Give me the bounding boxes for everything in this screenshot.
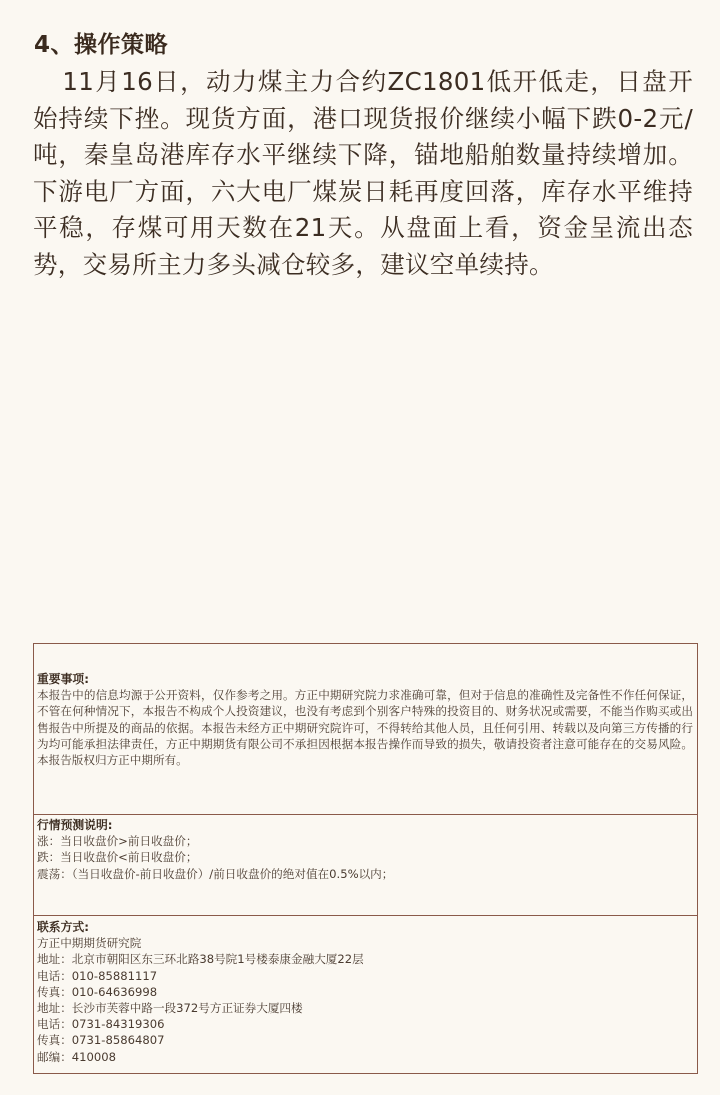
important-notice-text: 本报告中的信息均源于公开资料，仅作参考之用。方正中期研究院力求准确可靠，但对于信息的准确性及完备性不作任何保证，不管在何种情况下，本报告不构成个人投资建议，也没有考虑到个别客户特殊的投资目的、财务状况或需要，不能当作购买或出售报告中所提及的商品的依据。本报告未经方正中期研究院许可，不得转给其他人员，且任何引用、转载以及向第三方传播的行为均可能承担法律责任，方正中期期货有限公司不承担因根据本报告操作而导致的损失，敬请投资者注意可能存在的交易风险。本报告版权归方正中期所有。 (37, 688, 693, 768)
forecast-heading: 行情预测说明: (37, 818, 113, 832)
contact-panel (34, 915, 697, 1065)
important-notice-panel (34, 671, 697, 768)
contact-beijing-phone: 电话：010-85881117 (37, 968, 158, 983)
contact-changsha-fax: 传真：0731-85864807 (37, 1033, 165, 1048)
important-notice-heading: 重要事项: (37, 672, 89, 686)
contact-heading: 联系方式: (37, 920, 89, 934)
contact-org-name: 方正中期期货研究院 (37, 936, 142, 951)
section-title: 4、操作策略 (34, 32, 169, 58)
disclaimer-box (33, 643, 698, 1074)
contact-beijing-fax: 传真：010-64636998 (37, 984, 158, 999)
forecast-range-line: 震荡：（当日收盘价-前日收盘价）/前日收盘价的绝对值在0.5%以内； (37, 866, 394, 881)
contact-changsha-phone: 电话：0731-84319306 (37, 1017, 165, 1032)
forecast-panel (34, 814, 697, 882)
forecast-rise-line: 涨：当日收盘价>前日收盘价； (37, 834, 198, 849)
contact-beijing-address: 地址：北京市朝阳区东三环北路38号院1号楼泰康金融大厦22层 (37, 952, 364, 967)
contact-changsha-address: 地址：长沙市芙蓉中路一段372号方正证券大厦四楼 (37, 1001, 303, 1016)
strategy-paragraph: 11月16日，动力煤主力合约ZC1801低开低走，日盘开始持续下挫。现货方面，港口现货报价继续小幅下跌0-2元/吨，秦皇岛港库存水平继续下降，锚地船舶数量持续增加。下游电厂方面，六大电厂煤炭日耗再度回落，库存水平维持平稳，存煤可用天数在21天。从盘面上看，资金呈流出态势，交易所主力多头减仓较多，建议空单续持。 (33, 67, 693, 279)
contact-postcode: 邮编：410008 (37, 1049, 117, 1064)
forecast-fall-line: 跌：当日收盘价<前日收盘价； (37, 850, 198, 865)
